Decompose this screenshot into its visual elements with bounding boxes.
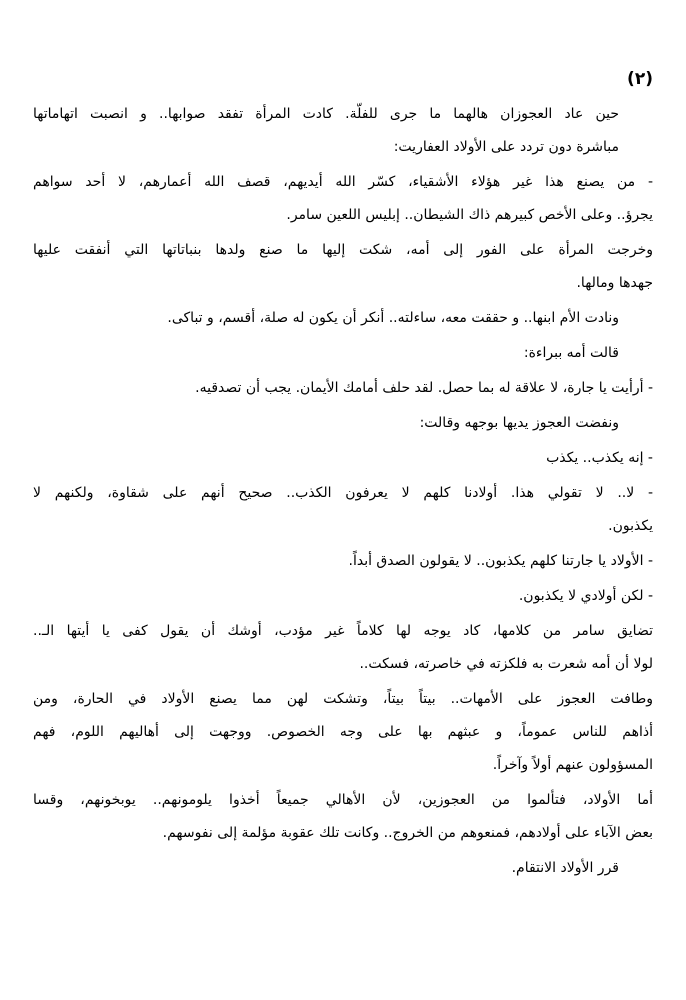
paragraph-line: المسؤولون عنهم أولاً وآخراً. <box>492 757 653 773</box>
paragraph-line: قرر الأولاد الانتقام. <box>511 860 619 876</box>
paragraph <box>33 852 653 885</box>
paragraph <box>33 234 653 300</box>
paragraph-line: وطافت العجوز على الأمهات.. بيتاً بيتاً، وتشكت لهن مما يصنع الأولاد في الحارة، ومن <box>33 691 653 707</box>
paragraph-line: أما الأولاد، فتألموا من العجوزين، لأن الأهالي جميعاً أخذوا يلومونهم.. يوبخونهم، وقسا <box>33 792 653 808</box>
paragraph-line: ونادت الأم ابنها.. و حققت معه، ساءلته.. أنكر أن يكون له صلة، أقسم، و تباكى. <box>167 310 619 326</box>
paragraph-line: لولا أن أمه شعرت به فلكزته في خاصرته، فسكت.. <box>359 656 653 672</box>
paragraph-line: - من يصنع هذا غير هؤلاء الأشقياء، كسّر الله أيديهم، قصف الله أعمارهم، لا أحد سواهم <box>33 174 653 190</box>
paragraph <box>33 372 653 405</box>
paragraph-line: جهدها ومالها. <box>576 275 653 291</box>
paragraph-line: - لكن أولادي لا يكذبون. <box>518 588 653 604</box>
paragraph-line: وخرجت المرأة على الفور إلى أمه، شكت إليها ما صنع ولدها بنباتاتها التي أنفقت عليها <box>33 242 653 258</box>
paragraph <box>33 98 653 164</box>
paragraph-line: - لا.. لا تقولي هذا. أولادنا كلهم لا يعرفون الكذب.. صحيح أنهم على شقاوة، ولكنهم لا <box>33 485 653 501</box>
paragraph <box>33 166 653 232</box>
paragraph <box>33 545 653 578</box>
paragraph-line: قالت أمه ببراءة: <box>523 345 619 361</box>
page-number: (٢) <box>627 69 653 89</box>
paragraph <box>33 477 653 543</box>
paragraph <box>33 407 653 440</box>
paragraph <box>33 337 653 370</box>
paragraph <box>33 302 653 335</box>
body-text <box>33 98 653 885</box>
paragraph-line: تضايق سامر من كلامها، كاد يوجه لها كلاماً غير مؤدب، أوشك أن يقول كفى يا أيتها الـ.. <box>33 623 653 639</box>
paragraph <box>33 615 653 681</box>
paragraph <box>33 683 653 782</box>
paragraph-line: يكذبون. <box>608 518 653 534</box>
paragraph <box>33 784 653 850</box>
paragraph-line: - أرأيت يا جارة، لا علاقة له بما حصل. لقد حلف أمامك الأيمان. يجب أن تصدقيه. <box>195 380 653 396</box>
paragraph-line: - إنه يكذب.. يكذب <box>546 450 653 466</box>
paragraph-line: أذاهم للناس عموماً، و عبثهم بها على وجه الخصوص. ووجهت إلى أهاليهم اللوم، فهم <box>33 724 653 740</box>
paragraph <box>33 442 653 475</box>
paragraph-line: - الأولاد يا جارتنا كلهم يكذبون.. لا يقولون الصدق أبداً. <box>348 553 653 569</box>
paragraph-line: يجرؤ.. وعلى الأخص كبيرهم ذاك الشيطان.. إبليس اللعين سامر. <box>286 207 653 223</box>
paragraph-line: بعض الآباء على أولادهم، فمنعوهم من الخروج.. وكانت تلك عقوبة مؤلمة إلى نفوسهم. <box>162 825 653 841</box>
paragraph-line: حين عاد العجوزان هالهما ما جرى للفلّة. كادت المرأة تفقد صوابها.. و انصبت اتهاماتها <box>33 106 619 122</box>
paragraph-line: مباشرة دون تردد على الأولاد العفاريت: <box>393 139 619 155</box>
paragraph-line: ونفضت العجوز يديها بوجهه وقالت: <box>419 415 619 431</box>
paragraph <box>33 580 653 613</box>
